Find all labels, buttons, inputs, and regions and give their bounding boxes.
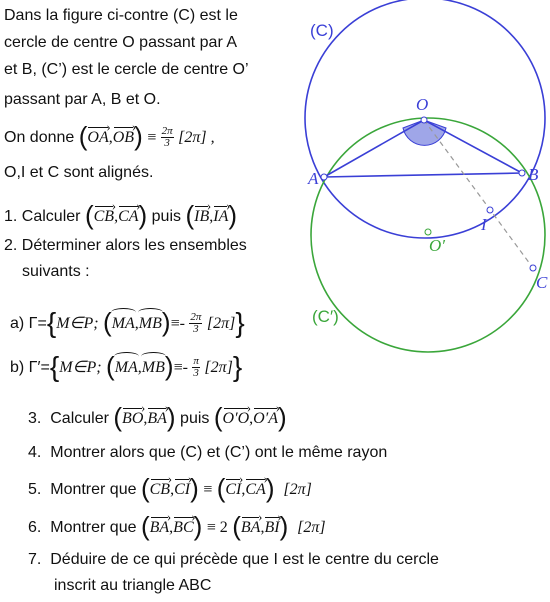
label-B: B xyxy=(528,165,539,184)
question-1-puis: puis xyxy=(151,208,181,225)
intro-line-3: et B, (C’) est le cercle de centre O’ xyxy=(4,61,249,78)
question-6-modulo: [2π] xyxy=(297,519,326,536)
set-gamma-prime: b) Γ′={M∈P; (MA,MB)≡- $\frac{\pi}{3}$ [2π]} xyxy=(10,351,243,382)
point-I xyxy=(487,207,493,213)
question-6-number: 6. xyxy=(28,519,42,536)
question-5-number: 5. xyxy=(28,481,42,498)
label-circle-C-prime: (C′) xyxy=(312,307,339,326)
vector-OB: OB › xyxy=(113,128,134,148)
question-7 xyxy=(28,550,439,570)
congruent-sign: ≡ 2 xyxy=(206,519,228,536)
question-4-text: Montrer alors que (C) et (C’) ont le même rayon xyxy=(50,444,388,461)
label-A: A xyxy=(308,169,319,188)
question-7-text: Déduire de ce qui précède que I est le centre du cercle xyxy=(50,551,439,568)
set-gamma-label: a) Γ= xyxy=(10,315,47,332)
fraction-2pi-3: $\frac{2\pi}{3}$ xyxy=(161,125,173,150)
question-1: 1. Calculer (CB ›,CA ›) puis (IB ›,IA ›) xyxy=(4,205,237,227)
given-prefix: On donne xyxy=(4,129,75,146)
vector-CI: CI › xyxy=(225,480,241,500)
geometry-figure xyxy=(300,0,550,385)
intro-line-1: Dans la figure ci-contre (C) est le xyxy=(4,7,238,24)
segment-OB xyxy=(424,120,522,173)
aligned-statement: O,I et C sont alignés. xyxy=(4,164,154,181)
vector-MA: MA xyxy=(114,359,138,376)
question-1-number: 1. xyxy=(4,208,18,225)
question-4-number: 4. xyxy=(28,444,42,461)
question-2-number: 2. xyxy=(4,237,18,254)
vector-IB: IB › xyxy=(194,207,209,227)
question-1-text: Calculer xyxy=(21,208,81,225)
set-gamma: a) Γ={M∈P; (MA,MB)≡- $\frac{2\pi}{3}$ [2π]} xyxy=(10,307,245,338)
point-C xyxy=(530,265,536,271)
vector-CA: CA › xyxy=(118,207,138,227)
vector-BA: BA › xyxy=(147,409,167,429)
angle-AOB-marker xyxy=(403,120,446,145)
question-4 xyxy=(28,443,387,463)
set-gamma-eq: ≡- xyxy=(170,315,185,332)
vector-MB: MB xyxy=(138,315,162,332)
set-gamma-prime-label: b) Γ′= xyxy=(10,359,50,376)
vector-CB: CB › xyxy=(150,480,170,500)
point-B xyxy=(519,170,525,176)
point-O xyxy=(421,117,427,123)
set-gamma-condition: M∈P; xyxy=(56,315,99,332)
label-O: O xyxy=(416,95,429,114)
set-gamma-modulo: [2π] xyxy=(206,315,236,332)
question-2-line-2: suivants : xyxy=(22,263,90,280)
intro-line-2: cercle de centre O passant par A xyxy=(4,34,238,51)
question-3-puis: puis xyxy=(180,410,210,427)
vector-IA: IA › xyxy=(213,207,228,227)
modulo: [2π] , xyxy=(178,129,215,146)
vector-BA: BA › xyxy=(150,518,170,538)
vector-CB: CB › xyxy=(94,207,114,227)
vector-CI: CI › xyxy=(174,480,190,500)
vector-OpO: O′O › xyxy=(223,409,250,429)
label-C: C xyxy=(536,273,548,292)
vector-CA: CA › xyxy=(245,480,265,500)
vector-BI: BI › xyxy=(264,518,279,538)
question-3: 3. Calculer (BO ›,BA ›) puis (O′O ›,O′A ›) xyxy=(28,407,287,429)
congruent-sign: ≡ xyxy=(147,129,157,146)
vector-BC: BC › xyxy=(173,518,193,538)
set-gamma-prime-condition: M∈P; xyxy=(59,359,102,376)
question-3-text: Calculer xyxy=(50,410,109,427)
label-O-prime: O′ xyxy=(429,236,445,255)
fraction-pi-3: $\frac{\pi}{3}$ xyxy=(193,355,199,380)
question-6-text: Montrer que xyxy=(50,519,137,536)
vector-OpA: O′A › xyxy=(253,409,278,429)
question-5: 5. Montrer que (CB ›,CI ›) ≡ (CI ›,CA ›) [2π] xyxy=(28,478,312,500)
question-2 xyxy=(4,236,247,256)
question-5-modulo: [2π] xyxy=(283,481,312,498)
congruent-sign: ≡ xyxy=(203,481,213,498)
set-gamma-prime-eq: ≡- xyxy=(173,359,188,376)
question-6: 6. Montrer que (BA ›,BC ›) ≡ 2 (BA ›,BI ›) [2π] xyxy=(28,516,326,538)
set-gamma-prime-modulo: [2π] xyxy=(204,359,233,376)
vector-MA: MA xyxy=(111,315,135,332)
question-7-number: 7. xyxy=(28,551,42,568)
question-7-line-2: inscrit au triangle ABC xyxy=(54,577,212,594)
point-O-prime xyxy=(425,229,431,235)
label-I: I xyxy=(481,215,487,234)
vector-BA: BA › xyxy=(241,518,261,538)
vector-BO: BO › xyxy=(122,409,143,429)
vector-MB: MB xyxy=(141,359,165,376)
question-3-number: 3. xyxy=(28,410,42,427)
intro-line-4: passant par A, B et O. xyxy=(4,91,161,108)
question-5-text: Montrer que xyxy=(50,481,137,498)
segment-AB xyxy=(324,173,522,177)
vector-OA: OA › xyxy=(87,128,108,148)
given-angle-line: On donne (OA ›,OB ›) ≡ $\frac{2\pi}{3}$ [2π] , xyxy=(4,126,215,149)
segment-OA xyxy=(324,120,424,177)
question-2-text: Déterminer alors les ensembles xyxy=(21,237,247,254)
label-circle-C: (C) xyxy=(310,21,334,40)
fraction-2pi-3: $\frac{2\pi}{3}$ xyxy=(190,311,202,336)
point-A xyxy=(321,174,327,180)
